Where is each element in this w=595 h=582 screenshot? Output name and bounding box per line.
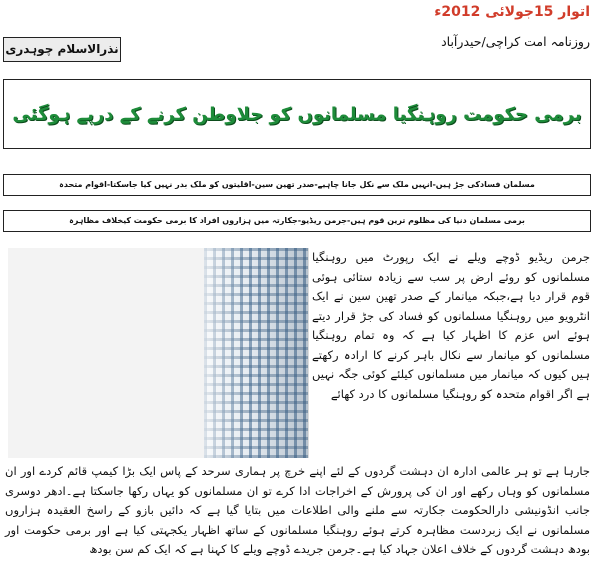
headline: برمی حکومت روہنگیا مسلمانوں کو جلاوطن کرنے کے درپے ہوگئی [12,103,582,125]
author-byline: نذرالاسلام چوہدری [3,37,121,62]
publication-date: اتوار 15جولائی 2012ء [434,4,590,20]
headline-box [3,79,591,149]
article-body-column [312,248,590,404]
article-paragraph-1: جرمن ریڈیو ڈوچے ویلے نے ایک رپورٹ میں روہنگیا مسلمانوں کو روئے ارض پر سب سے زیادہ ستائی ہوئی قوم قرار دیا ہے،جبکہ میانمار کے صدر تھین سین نے ایک انٹرویو میں روہنگیا مسلمانوں کو فساد کی جڑ قرار دیتے ہوئے اس عزم کا اظہار کیا ہے کہ وہ تمام روہنگیا مسلمانوں کو میانمار سے نکال باہر کرنے کا ارادہ رکھتے ہیں کیوں کہ میانمار میں مسلمانوں کیلئے کوئی جگہ نہیں ہے اگر اقوام متحدہ کو روہنگیا مسلمانوں کا درد کھائے [312,250,590,401]
news-photo [8,248,309,458]
subheadline-2: برمی مسلمان دنیا کی مظلوم ترین قوم ہیں-جرمن ریڈیو-جکارتہ میں ہزاروں افراد کا برمی حکومت کیخلاف مظاہرہ [3,210,591,232]
newspaper-source: روزنامہ امت کراچی/حیدرآباد [441,34,590,49]
photo-shading [204,248,308,458]
article-body-full [5,462,590,560]
subheadline-1: مسلمان فسادکی جڑ ہیں-انہیں ملک سے نکل جانا چاہیے-صدر تھین سین-اقلیتوں کو ملک بدر نہیں کیا جاسکتا-اقوام متحدہ [3,174,591,196]
article-paragraph-2: جارہا ہے تو ہر عالمی ادارہ ان دہشت گردوں کے لئے اپنے خرچ پر ہماری سرحد کے پاس ایک بڑا کیمپ قائم کردے اور ان مسلمانوں کو وہاں رکھے اور ان کی پرورش کے اخراجات ادا کرے تو ان مسلمانوں کو یہاں رکھا جاسکتا ہے۔ادھر دوسری جانب انڈونیشی دارالحکومت جکارتہ سے ملنے والی اطلاعات میں بتایا گیا ہے کہ دائیں بازو کے راسخ العقیدہ ہزاروں مسلمانوں نے ایک زبردست مظاہرہ کرتے ہوئے روہنگیا مسلمانوں کے ساتھ اظہار یکجہتی کیا ہے اور برمی حکومت اور بودھ دہشت گردوں کے خلاف اعلان جہاد کیا ہے۔جرمن جریدے ڈوچے ویلے کا کہنا ہے کہ ایک کم سن بودھ [5,464,590,556]
